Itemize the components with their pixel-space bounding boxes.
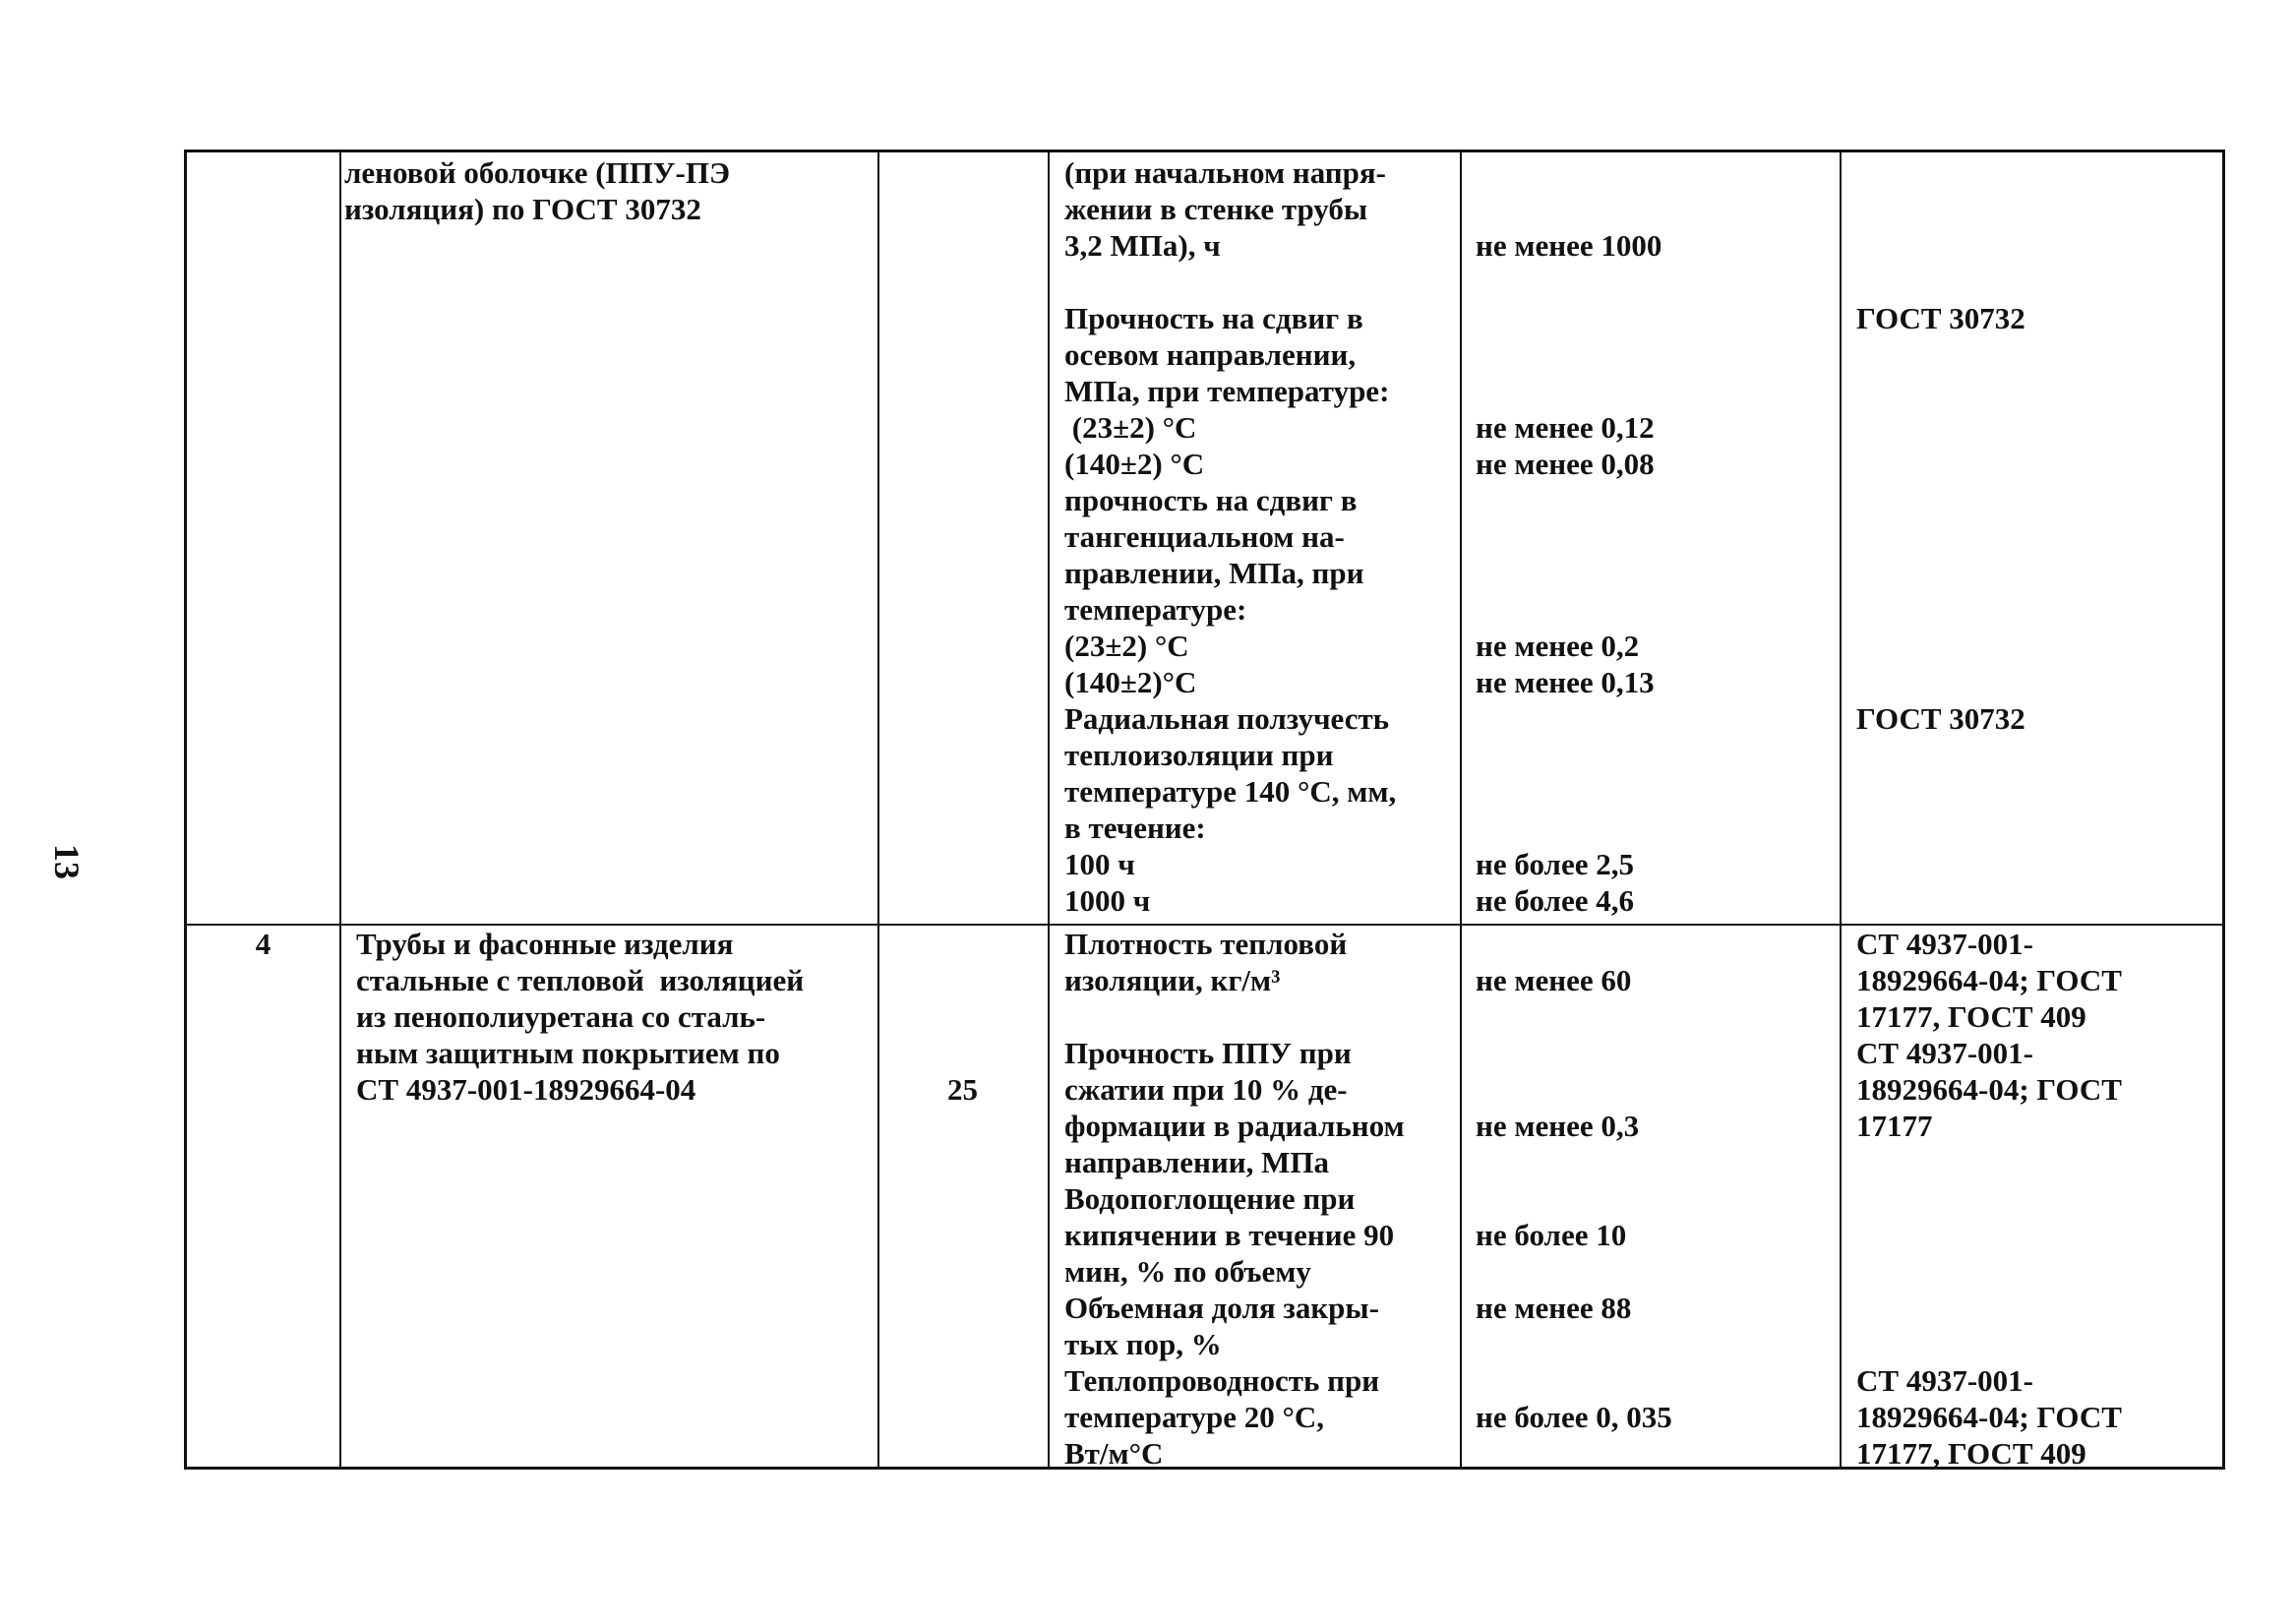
- spec-table: [184, 150, 2225, 1470]
- row-4-indicators: Плотность тепловой изоляции, кг/м³ Прочность ППУ при сжатии при 10 % де- формации в радиальном направлении, МПа Водопоглощение при кипячении в течение 90 мин, % по объему Объемная доля закры- тых пор, % Теплопроводность при температуре 20 °С, Вт/м°С: [1064, 927, 1405, 1471]
- row-4-product: Трубы и фасонные изделия стальные с тепловой изоляцией из пенополиуретана со сталь- ным защитным покрытием по СТ 4937-001-18929664-04: [356, 927, 805, 1107]
- row-cont-product: леновой оболочке (ППУ-ПЭ изоляция) по ГОСТ 30732: [344, 155, 730, 226]
- col-divider: [339, 152, 341, 1467]
- row-cont-indicators: (при начальном напря- жении в стенке трубы 3,2 МПа), ч Прочность на сдвиг в осевом направлении, МПа, при температуре: (23±2) °С (140±2) °С прочность на сдвиг в тангенциальном на- правлении, МПа, при температуре: (23±2) °С (140±2)°С Радиальная ползучесть теплоизоляции при температуре 140 °С, мм, в течение: 100 ч 1000 ч: [1064, 155, 1397, 918]
- col-divider: [877, 152, 879, 1467]
- row-cont-standards: ГОСТ 30732 ГОСТ 30732: [1856, 301, 2025, 736]
- row-4-number: 4: [255, 927, 272, 961]
- row-cont-values: не менее 1000 не менее 0,12 не менее 0,08 не менее 0,2 не менее 0,13 не более 2,5 не более 4,6: [1476, 228, 1662, 918]
- col-divider: [1840, 152, 1842, 1467]
- col-divider: [1460, 152, 1462, 1467]
- col-divider: [1048, 152, 1050, 1467]
- row-4-quantity: 25: [947, 1072, 978, 1107]
- page-number: 13: [47, 844, 87, 879]
- row-4-values: не менее 60 не менее 0,3 не более 10 не менее 88 не более 0, 035: [1476, 963, 1672, 1434]
- row-4-standards: СТ 4937-001- 18929664-04; ГОСТ 17177, ГОСТ 409 СТ 4937-001- 18929664-04; ГОСТ 17177 СТ 4937-001- 18929664-04; ГОСТ 17177, ГОСТ 409: [1856, 927, 2122, 1471]
